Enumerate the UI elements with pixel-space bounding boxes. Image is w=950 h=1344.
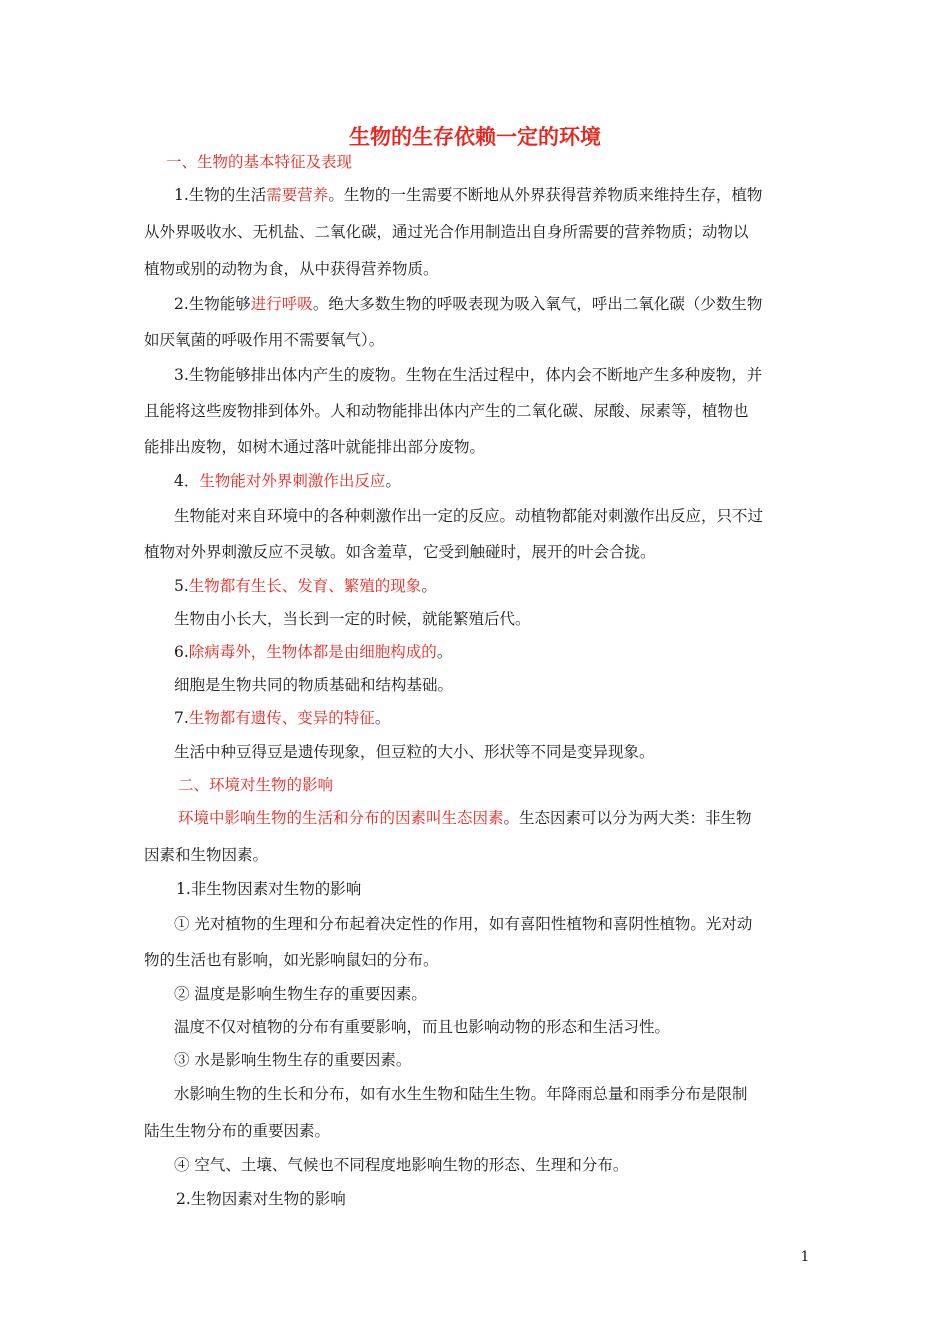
paragraph-line: 环境中影响生物的生活和分布的因素叫生态因素。生态因素可以分为两大类：非生物 — [178, 809, 752, 827]
paragraph-line: 1.生物的生活需要营养。生物的一生需要不断地从外界获得营养物质来维持生存，植物 — [174, 186, 763, 204]
paragraph-line: 生物由小长大，当长到一定的时候，就能繁殖后代。 — [174, 610, 531, 628]
highlight-text: 生物能对外界刺激作出反应 — [199, 472, 386, 490]
paragraph-line: 生物能对来自环境中的各种刺激作出一定的反应。动植物都能对刺激作出反应，只不过 — [174, 507, 764, 525]
paragraph-line: 如厌氧菌的呼吸作用不需要氧气）。 — [144, 331, 385, 349]
paragraph-line: 5.生物都有生长、发育、繁殖的现象。 — [174, 577, 437, 595]
paragraph-line: 生活中种豆得豆是遗传现象，但豆粒的大小、形状等不同是变异现象。 — [174, 743, 655, 761]
paragraph-line: 温度不仅对植物的分布有重要影响，而且也影响动物的形态和生活习性。 — [174, 1018, 671, 1036]
paragraph-line: ① 光对植物的生理和分布起着决定性的作用，如有喜阳性植物和喜阴性植物。光对动 — [174, 915, 753, 933]
paragraph-line: 物的生活也有影响，如光影响鼠妇的分布。 — [144, 951, 439, 969]
highlight-text: 进行呼吸 — [250, 295, 313, 313]
paragraph-line: 从外界吸收水、无机盐、二氧化碳，通过光合作用制造出自身所需要的营养物质；动物以 — [144, 223, 749, 241]
paragraph-line: 植物对外界刺激反应不灵敏。如含羞草，它受到触碰时，展开的叶会合拢。 — [144, 543, 656, 561]
subheading: 1.非生物因素对生物的影响 — [176, 880, 362, 898]
page-title: 生物的生存依赖一定的环境 — [349, 125, 601, 149]
paragraph-line: 且能将这些废物排到体外。人和动物能排出体内产生的二氧化碳、尿酸、尿素等，植物也 — [144, 402, 749, 420]
paragraph-line: 4．生物能对外界刺激作出反应。 — [174, 472, 401, 490]
paragraph-line: 3.生物能够排出体内产生的废物。生物在生活过程中，体内会不断地产生多种废物，并 — [174, 366, 763, 384]
highlight-text: 生物都有生长、发育、繁殖的现象 — [188, 577, 422, 595]
paragraph-line: 7.生物都有遗传、变异的特征。 — [174, 709, 391, 727]
paragraph-line: ④ 空气、土壤、气候也不同程度地影响生物的形态、生理和分布。 — [174, 1156, 629, 1174]
paragraph-line: ③ 水是影响生物生存的重要因素。 — [174, 1051, 412, 1069]
page-number: 1 — [800, 1249, 810, 1265]
paragraph-line: 水影响生物的生长和分布，如有水生生物和陆生生物。年降雨总量和雨季分布是限制 — [174, 1085, 748, 1103]
paragraph-line: ② 温度是影响生物生存的重要因素。 — [174, 985, 427, 1003]
subheading: 2.生物因素对生物的影响 — [176, 1190, 346, 1208]
highlight-text: 生物都有遗传、变异的特征 — [188, 709, 375, 727]
paragraph-line: 能排出废物，如树木通过落叶就能排出部分废物。 — [144, 438, 486, 456]
paragraph-line: 6.除病毒外，生物体都是由细胞构成的。 — [174, 643, 453, 661]
highlight-text: 环境中影响生物的生活和分布的因素叫生态因素 — [178, 809, 504, 827]
paragraph-line: 因素和生物因素。 — [144, 846, 269, 864]
paragraph-line: 陆生生物分布的重要因素。 — [144, 1122, 331, 1140]
highlight-text: 除病毒外，生物体都是由细胞构成的 — [188, 643, 437, 661]
section-heading-1: 一、生物的基本特征及表现 — [166, 153, 353, 171]
paragraph-line: 细胞是生物共同的物质基础和结构基础。 — [174, 676, 454, 694]
section-heading-2: 二、环境对生物的影响 — [178, 776, 334, 794]
paragraph-line: 植物或别的动物为食，从中获得营养物质。 — [144, 260, 439, 278]
highlight-text: 需要营养 — [266, 186, 329, 204]
paragraph-line: 2.生物能够进行呼吸。绝大多数生物的呼吸表现为吸入氧气，呼出二氧化碳（少数生物 — [174, 295, 763, 313]
